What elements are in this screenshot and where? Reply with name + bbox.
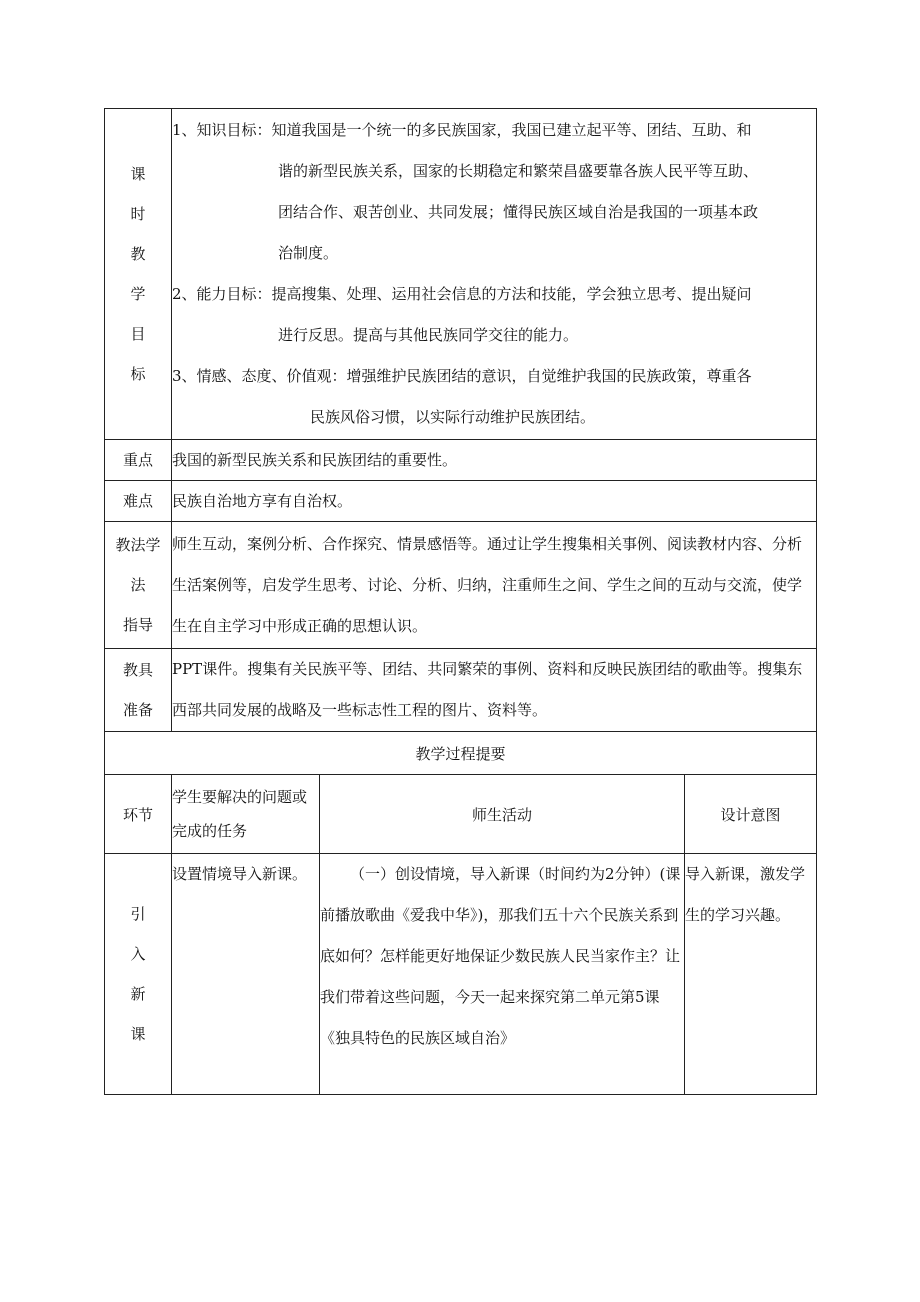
- materials-row: [105, 649, 817, 732]
- objectives-row: [105, 109, 817, 440]
- intro-activity: （一）创设情境，导入新课（时间约为2分钟）(课前播放歌曲《爱我中华》)，那我们五十六个民族关系到底如何？怎样能更好地保证少数民族人民当家作主？让我们带着这些问题，今天一起来探究第二单元第5课《独具特色的民族区域自治》: [320, 854, 685, 1095]
- difficulty-text: 民族自治地方享有自治权。: [172, 481, 817, 522]
- process-title-row: [105, 732, 817, 775]
- key-point-label: 重点: [105, 440, 172, 481]
- intro-stage: 引 入 新 课: [105, 854, 172, 1095]
- difficulty-label: 难点: [105, 481, 172, 522]
- knowledge-objective: 1、知识目标：知道我国是一个统一的多民族国家，我国已建立起平等、团结、互助、和: [172, 121, 752, 139]
- column-task: 学生要解决的问题或完成的任务: [172, 775, 320, 854]
- emotion-objective: 3、情感、态度、价值观：增强维护民族团结的意识，自觉维护我国的民族政策，尊重各: [172, 367, 752, 385]
- lesson-plan-table: [104, 108, 817, 1095]
- objectives-label: 课 时 教 学 目 标: [105, 109, 172, 440]
- ability-objective: 2、能力目标：提高搜集、处理、运用社会信息的方法和技能，学会独立思考、提出疑问: [172, 285, 752, 303]
- intro-task: 设置情境导入新课。: [172, 854, 320, 1095]
- key-point-text: 我国的新型民族关系和民族团结的重要性。: [172, 440, 817, 481]
- method-label: 教法学 法 指导: [105, 522, 172, 649]
- intro-intent: 导入新课，激发学生的学习兴趣。: [685, 854, 817, 1095]
- objectives-content: 1、知识目标：知道我国是一个统一的多民族国家，我国已建立起平等、团结、互助、和 谐的新型民族关系，国家的长期稳定和繁荣昌盛要靠各族人民平等互助、 团结合作、艰苦创业、共同发展；懂得民族区域自治是我国的一项基本政 治制度。 2、能力目标：提高搜集、处理、运用社会信息的方法和技能，学会独立思考、提出疑问 进行反思。提高与其他民族同学交往的能力。 3、情感、态度、价值观：增强维护民族团结的意识，自觉维护我国的民族政策，尊重各 民族风俗习惯，以实际行动维护民族团结。: [172, 109, 817, 440]
- materials-label: 教具 准备: [105, 649, 172, 732]
- column-activity: 师生活动: [320, 775, 685, 854]
- difficulty-row: [105, 481, 817, 522]
- method-row: [105, 522, 817, 649]
- column-header-row: [105, 775, 817, 854]
- key-point-row: [105, 440, 817, 481]
- materials-text: PPT课件。搜集有关民族平等、团结、共同繁荣的事例、资料和反映民族团结的歌曲等。搜集东西部共同发展的战略及一些标志性工程的图片、资料等。: [172, 649, 817, 732]
- column-stage: 环节: [105, 775, 172, 854]
- intro-row: [105, 854, 817, 1095]
- process-title: 教学过程提要: [105, 732, 817, 775]
- method-text: 师生互动，案例分析、合作探究、情景感悟等。通过让学生搜集相关事例、阅读教材内容、分析生活案例等，启发学生思考、讨论、分析、归纳，注重师生之间、学生之间的互动与交流，使学生在自主学习中形成正确的思想认识。: [172, 522, 817, 649]
- column-intent: 设计意图: [685, 775, 817, 854]
